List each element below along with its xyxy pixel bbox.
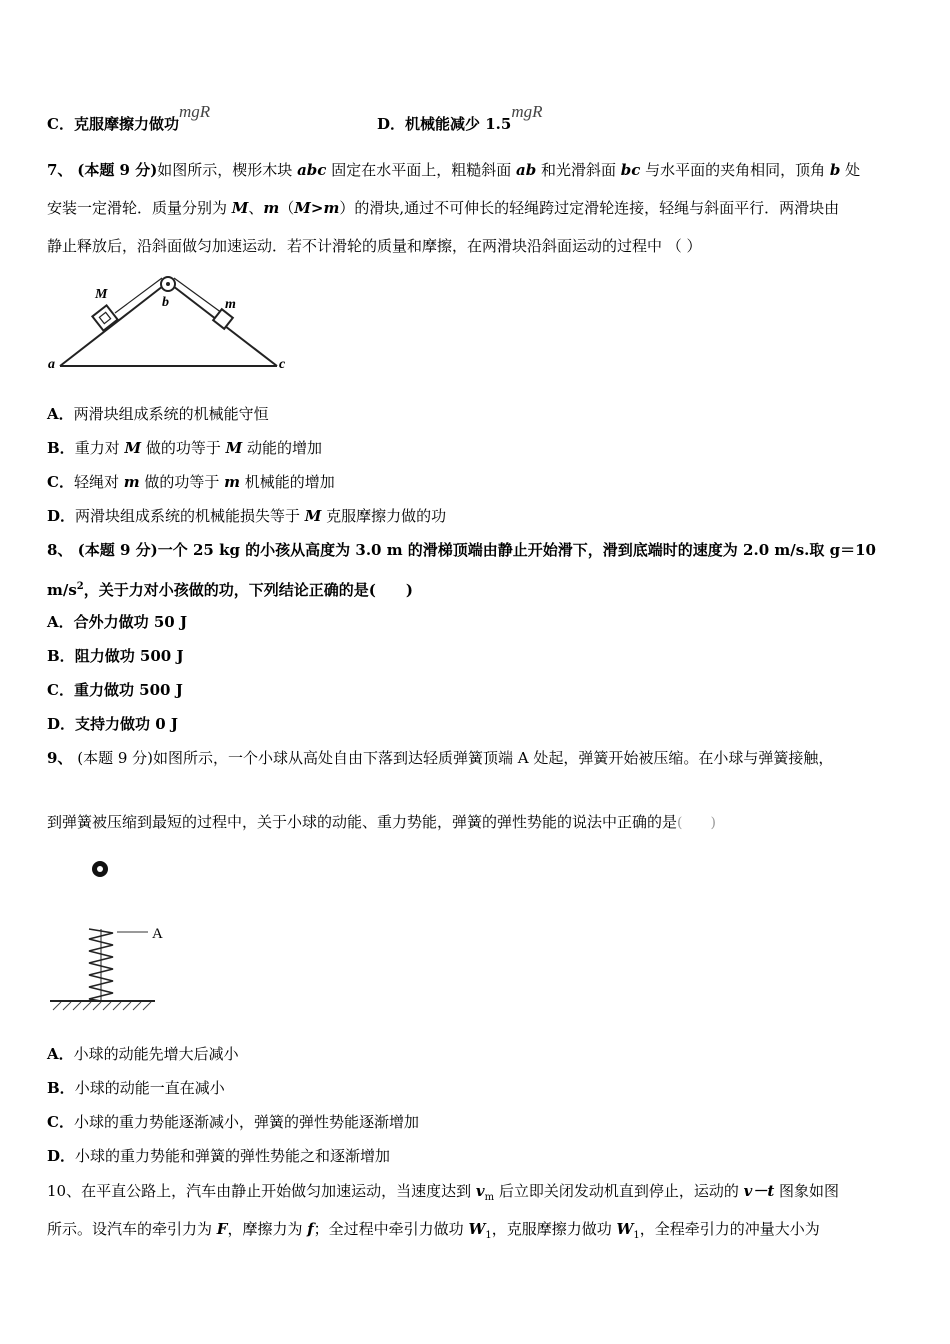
option-text: 动能的增加 [242,439,323,457]
q8-stem-line1 [47,540,876,560]
var-b: b [829,161,841,179]
stem-text: 处 [840,161,861,179]
stem-text: 所示。设汽车的牵引力为 [47,1220,217,1238]
q7-option-a [47,404,269,424]
stem-text: 和光滑斜面 [536,161,621,179]
subscript: 1 [633,1230,640,1241]
q10-stem-line2 [47,1219,820,1246]
q9-option-c [47,1112,419,1132]
option-text: 小球的重力势能逐渐减小，弹簧的弹性势能逐渐增加 [73,1113,419,1131]
stem-text: 到弹簧被压缩到最短的过程中，关于小球的动能、重力势能，弹簧的弹性势能的说法中正确的是 [47,813,678,831]
stem-text: ，摩擦力为 [227,1220,308,1238]
option-text: 机械能减少 1.5 [405,115,512,133]
option-text: 支持力做功 0 J [75,715,178,733]
q7-stem-line1 [47,160,860,180]
label-b: b [162,295,169,310]
var-v-t: v－t [743,1182,775,1200]
option-label: C． [47,1113,74,1131]
option-text: 做的功等于 [141,439,226,457]
q9-option-a [47,1044,239,1064]
subscript: 1 [485,1230,492,1241]
option-label: B． [47,439,75,457]
q10-stem-line1 [47,1181,839,1208]
q8-option-d [47,714,178,734]
option-label: D． [47,1147,76,1165]
superscript: 2 [76,581,84,592]
question-number: 10、 [47,1182,82,1200]
block-M [92,305,117,330]
q9-stem-line1 [47,748,833,768]
option-label: B． [47,647,75,665]
option-text: 阻力做功 500 J [74,647,184,665]
stem-text: 与水平面的夹角相同，顶角 [640,161,830,179]
formula-mgr: mgR [511,102,543,121]
var-m: m [263,199,280,217]
q7-stem-line2 [47,198,839,218]
label-a: a [48,357,55,372]
option-label: C． [47,681,74,699]
wedge-pulley-figure [45,268,295,378]
formula-mgr: mgR [178,102,211,121]
question-number: 8、 [47,541,73,559]
q9-option-b [47,1078,225,1098]
stem-text: （ [279,199,295,217]
stem-text: (本题 9 分)一个 25 kg 的小孩从高度为 3.0 m 的滑梯顶端由静止开始滑下，滑到底端时的速度为 2.0 m/s.取 g＝10 [77,541,876,559]
answer-paren: ( ) [677,815,716,831]
q7-stem-line3: 静止释放后，沿斜面做匀加速运动．若不计滑轮的质量和摩擦，在两滑块沿斜面运动的过程中 （ ） [47,237,702,255]
q9-stem-line2 [47,812,716,833]
question-points: (本题 9 分) [77,161,158,179]
var-W: W [468,1220,486,1238]
stem-text: (本题 9 分)如图所示，一个小球从高处自由下落到达轻质弹簧顶端 A 处起，弹簧开始被压缩。在小球与弹簧接触， [77,749,834,767]
var-v: v [475,1182,485,1200]
stem-text: ，克服摩擦力做功 [491,1220,617,1238]
option-label: D． [47,507,76,525]
var-M-gt-m: M>m [294,199,340,217]
var-m: m [123,473,140,491]
q6-option-c [47,102,211,134]
question-number: 9、 [47,749,73,767]
ball-spring-figure [45,855,175,1015]
var-M: M [231,199,249,217]
option-text: 重力做功 500 J [73,681,183,699]
stem-text: 图象如图 [774,1182,840,1200]
option-text: 两滑块组成系统的机械能守恒 [73,405,269,423]
stem-text: ；全过程中牵引力做功 [313,1220,469,1238]
option-label: B． [47,1079,75,1097]
q7-option-d [47,506,446,526]
stem-text: 、 [248,199,264,217]
question-number: 7、 [47,161,73,179]
q8-option-a [47,612,187,632]
var-abc: abc [297,161,327,179]
option-text: 小球的动能一直在减小 [74,1079,225,1097]
stem-text: 在平直公路上，汽车由静止开始做匀加速运动，当速度达到 [81,1182,476,1200]
var-m: m [224,473,241,491]
stem-text: ，关于力对小孩做的功，下列结论正确的是( ) [83,581,413,599]
label-A: A [152,926,163,942]
q8-stem-line2 [47,577,413,600]
label-m: m [225,297,236,312]
option-text: 重力对 [74,439,125,457]
option-label: C． [47,473,74,491]
var-M: M [124,439,142,457]
subscript: m [484,1192,495,1203]
option-label: D． [377,115,406,133]
q8-option-c [47,680,183,700]
option-label: C． [47,115,74,133]
q6-option-d [377,102,543,134]
stem-text: 如图所示，楔形木块 [157,161,298,179]
block-m [213,309,233,329]
option-label: A． [47,613,74,631]
label-c: c [279,357,286,372]
q8-option-b [47,646,184,666]
option-text: 小球的重力势能和弹簧的弹性势能之和逐渐增加 [75,1147,391,1165]
stem-text: 固定在水平面上，粗糙斜面 [326,161,516,179]
unit-text: m/s [47,581,77,599]
var-f: f [307,1220,314,1238]
option-text: 机械能的增加 [240,473,335,491]
var-M: M [304,507,322,525]
option-label: D． [47,715,76,733]
option-text: 合外力做功 50 J [73,613,188,631]
option-label: A． [47,405,74,423]
option-text: 两滑块组成系统的机械能损失等于 [75,507,305,525]
var-F: F [216,1220,228,1238]
stem-text: ）的滑块,通过不可伸长的轻绳跨过定滑轮连接，轻绳与斜面平行．两滑块由 [339,199,840,217]
stem-text: ，全程牵引力的冲量大小为 [639,1220,820,1238]
option-text: 轻绳对 [73,473,124,491]
var-M: M [225,439,243,457]
option-text: 克服摩擦力做的功 [321,507,447,525]
q9-option-d [47,1146,390,1166]
var-bc: bc [620,161,641,179]
option-label: A． [47,1045,74,1063]
stem-text: 后立即关闭发动机直到停止，运动的 [494,1182,744,1200]
q7-option-c [47,472,335,492]
label-M: M [95,287,108,302]
option-text: 做的功等于 [139,473,225,491]
option-text: 克服摩擦力做功 [73,115,179,133]
var-W: W [616,1220,634,1238]
q7-option-b [47,438,322,458]
var-ab: ab [515,161,537,179]
stem-text: 安装一定滑轮．质量分别为 [47,199,232,217]
option-text: 小球的动能先增大后减小 [73,1045,239,1063]
